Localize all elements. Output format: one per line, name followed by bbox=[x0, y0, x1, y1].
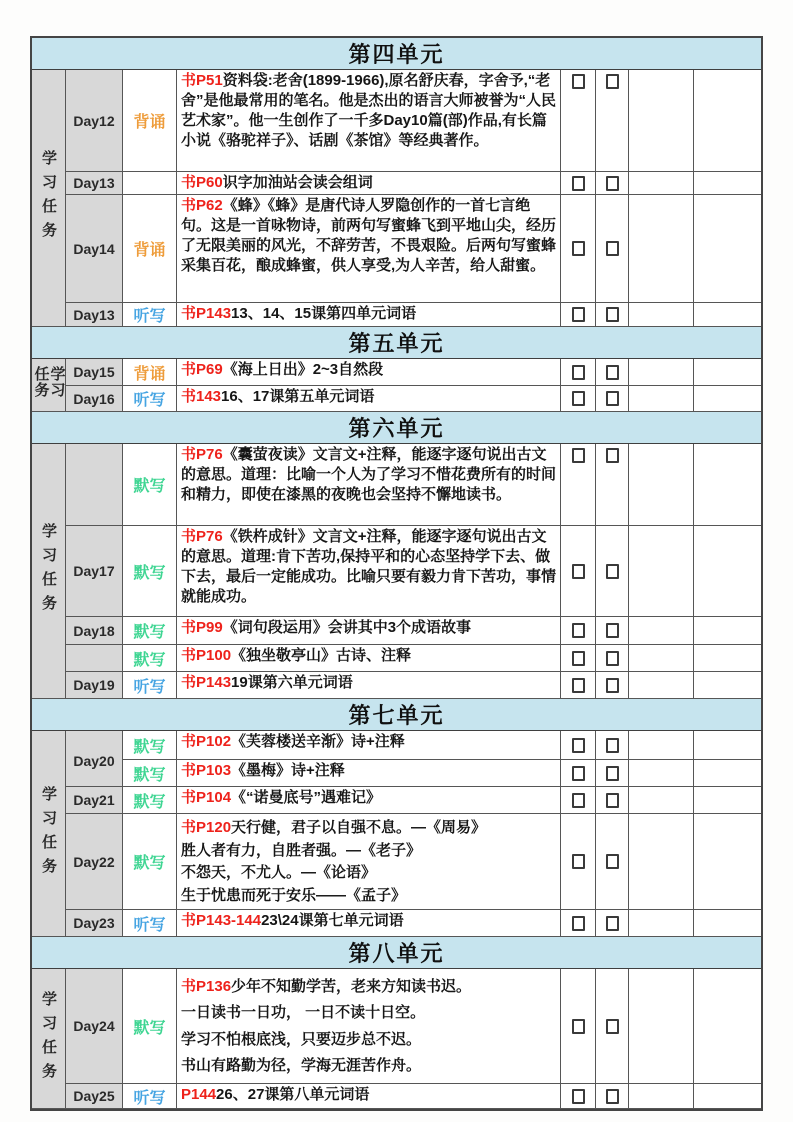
blank-cell bbox=[694, 359, 761, 386]
checkbox-cell bbox=[596, 172, 629, 195]
checkbox-cell bbox=[596, 969, 629, 1084]
task-text: 《独坐敬亭山》古诗、注释 bbox=[231, 647, 412, 664]
task-content bbox=[177, 787, 561, 814]
task-row bbox=[66, 672, 761, 699]
blank-cell bbox=[694, 172, 761, 195]
unit-section bbox=[32, 359, 761, 412]
task-text: 《海上日出》2~3自然段 bbox=[222, 361, 384, 378]
task-type-label: 听写 bbox=[133, 392, 166, 409]
task-row bbox=[66, 969, 761, 1084]
section-rows bbox=[66, 70, 761, 327]
blank-cell bbox=[694, 969, 761, 1084]
task-type-cell bbox=[123, 359, 177, 386]
checkbox[interactable] bbox=[572, 651, 585, 666]
checkbox[interactable] bbox=[606, 176, 619, 191]
blank-cell bbox=[694, 617, 761, 645]
checkbox-cell bbox=[561, 444, 596, 526]
checkbox[interactable] bbox=[606, 365, 619, 380]
page-ref: 书P76 bbox=[181, 446, 223, 463]
day-cell bbox=[66, 386, 123, 412]
unit-section bbox=[32, 444, 761, 699]
task-type-cell bbox=[123, 172, 177, 195]
section-side-label-cell bbox=[32, 444, 66, 699]
checkbox-cell bbox=[561, 910, 596, 937]
task-content bbox=[177, 444, 561, 526]
checkbox[interactable] bbox=[572, 564, 585, 579]
blank-cell bbox=[694, 1084, 761, 1109]
blank-cell bbox=[629, 731, 694, 760]
task-text: 16、17课第五单元词语 bbox=[221, 388, 375, 405]
day-cell bbox=[66, 814, 123, 910]
checkbox-cell bbox=[561, 760, 596, 787]
unit-section bbox=[32, 70, 761, 327]
task-text: 《铁杵成针》文言文+注释，能逐字逐句说出古文的意思。道理:肯下苦功,保持平和的心态坚持学下去、做下去，最后一定能成功。比喻只要有毅力肯下苦功，事情就能成功。 bbox=[181, 528, 557, 605]
task-text: 13、14、15课第四单元词语 bbox=[231, 305, 417, 322]
task-row bbox=[66, 1084, 761, 1109]
task-text: 《词句段运用》会讲其中3个成语故事 bbox=[222, 619, 472, 636]
checkbox[interactable] bbox=[606, 651, 619, 666]
page-ref: 书P103 bbox=[181, 762, 232, 779]
page-ref: 书P76 bbox=[181, 528, 223, 545]
checkbox-cell bbox=[596, 303, 629, 327]
checkbox[interactable] bbox=[606, 391, 619, 406]
task-type-label: 听写 bbox=[133, 1089, 166, 1107]
task-type-label: 背诵 bbox=[133, 242, 166, 259]
checkbox-cell bbox=[596, 814, 629, 910]
unit-header bbox=[32, 38, 761, 70]
blank-cell bbox=[629, 814, 694, 910]
blank-cell bbox=[629, 359, 694, 386]
blank-cell bbox=[694, 814, 761, 910]
task-type-cell bbox=[123, 1084, 177, 1109]
checkbox[interactable] bbox=[606, 74, 619, 89]
task-content bbox=[177, 303, 561, 327]
unit-header bbox=[32, 412, 761, 444]
blank-cell bbox=[694, 760, 761, 787]
task-row bbox=[66, 303, 761, 327]
task-type-cell bbox=[123, 910, 177, 937]
day-label: Day18 bbox=[73, 622, 115, 639]
blank-cell bbox=[694, 444, 761, 526]
task-content-line bbox=[181, 863, 556, 882]
task-row bbox=[66, 444, 761, 526]
section-side-label-cell bbox=[32, 731, 66, 937]
task-text: 《囊萤夜读》文言文+注释，能逐字逐句说出古文的意思。道理：比喻一个人为了学习不惜花费所有的时间和精力，即使在漆黑的夜晚也会坚持不懈地读书。 bbox=[181, 446, 557, 503]
page-ref: 书P143 bbox=[181, 674, 232, 691]
day-cell bbox=[66, 969, 123, 1084]
task-row bbox=[66, 526, 761, 617]
task-content bbox=[177, 645, 561, 672]
page-ref: 书P104 bbox=[181, 789, 232, 806]
checkbox[interactable] bbox=[572, 916, 585, 931]
checkbox-cell bbox=[596, 787, 629, 814]
checkbox[interactable] bbox=[606, 854, 619, 869]
blank-cell bbox=[694, 731, 761, 760]
day-label: Day24 bbox=[73, 1018, 115, 1034]
task-content bbox=[177, 969, 561, 1084]
task-row bbox=[66, 731, 761, 769]
checkbox-cell bbox=[561, 303, 596, 327]
day-cell bbox=[66, 617, 123, 645]
task-type-cell bbox=[123, 617, 177, 645]
task-row bbox=[66, 195, 761, 303]
checkbox-cell bbox=[596, 645, 629, 672]
task-type-label: 默写 bbox=[133, 1019, 166, 1037]
checkbox-cell bbox=[561, 172, 596, 195]
task-content bbox=[177, 814, 561, 910]
task-row bbox=[66, 172, 761, 195]
day-cell bbox=[66, 303, 123, 327]
task-content bbox=[177, 195, 561, 303]
unit-header bbox=[32, 699, 761, 731]
side-label: 学习任务 bbox=[40, 785, 57, 882]
task-content-line bbox=[181, 1030, 556, 1049]
blank-cell bbox=[629, 526, 694, 617]
page-ref: 书P136 bbox=[181, 978, 232, 996]
task-text: 23\24课第七单元词语 bbox=[261, 912, 404, 929]
task-content-line bbox=[181, 977, 556, 996]
task-text: 胜人者有力，自胜者强。—《老子》 bbox=[181, 841, 422, 859]
task-text: 不怨天，不尤人。—《论语》 bbox=[181, 864, 377, 882]
checkbox[interactable] bbox=[606, 623, 619, 638]
day-cell bbox=[66, 910, 123, 937]
page-ref: 书P62 bbox=[181, 197, 223, 214]
checkbox-cell bbox=[561, 672, 596, 699]
task-text: 天行健，君子以自强不息。—《周易》 bbox=[231, 819, 487, 837]
task-type-label: 背诵 bbox=[133, 365, 166, 383]
task-text: 书山有路勤为径，学海无涯苦作舟。 bbox=[181, 1056, 422, 1074]
day-label: Day17 bbox=[73, 563, 115, 579]
task-row bbox=[66, 910, 761, 937]
section-rows bbox=[66, 444, 761, 699]
checkbox-cell bbox=[596, 910, 629, 937]
blank-cell bbox=[694, 645, 761, 672]
checkbox-cell bbox=[596, 760, 629, 787]
checkbox[interactable] bbox=[606, 916, 619, 931]
checkbox-cell bbox=[561, 70, 596, 172]
task-type-cell bbox=[123, 645, 177, 672]
checkbox[interactable] bbox=[606, 241, 619, 256]
checkbox[interactable] bbox=[572, 176, 585, 191]
checkbox-cell bbox=[596, 386, 629, 412]
day-label: Day25 bbox=[73, 1088, 115, 1104]
day-cell bbox=[66, 70, 123, 172]
task-type-cell bbox=[123, 731, 177, 760]
day-label: Day22 bbox=[73, 853, 115, 870]
checkbox[interactable] bbox=[606, 766, 619, 781]
checkbox[interactable] bbox=[572, 448, 585, 463]
task-text: 19课第六单元词语 bbox=[231, 674, 353, 691]
task-row bbox=[66, 386, 761, 412]
checkbox-cell bbox=[561, 386, 596, 412]
page-ref: 书P51 bbox=[181, 72, 223, 89]
day-label: Day20 bbox=[73, 752, 115, 769]
day-label: Day15 bbox=[73, 364, 115, 380]
task-type-label: 默写 bbox=[133, 564, 166, 582]
day-cell bbox=[66, 731, 123, 769]
task-row bbox=[66, 814, 761, 910]
page-ref: 书143 bbox=[181, 388, 222, 405]
task-content bbox=[177, 172, 561, 195]
task-row bbox=[66, 70, 761, 172]
blank-cell bbox=[629, 70, 694, 172]
task-type-label: 听写 bbox=[133, 916, 166, 934]
checkbox-cell bbox=[561, 645, 596, 672]
checkbox[interactable] bbox=[572, 241, 585, 256]
checkbox-cell bbox=[561, 195, 596, 303]
blank-cell bbox=[629, 645, 694, 672]
blank-cell bbox=[629, 444, 694, 526]
task-content bbox=[177, 617, 561, 645]
blank-cell bbox=[694, 787, 761, 814]
unit-title: 第四单元 bbox=[348, 42, 445, 67]
task-content bbox=[177, 672, 561, 699]
checkbox[interactable] bbox=[572, 766, 585, 781]
task-type-cell bbox=[123, 787, 177, 814]
task-text: 一日读书一日功， 一日不读十日空。 bbox=[181, 1004, 426, 1022]
unit-header bbox=[32, 937, 761, 969]
task-type-label: 默写 bbox=[133, 478, 166, 495]
day-label: Day23 bbox=[73, 915, 115, 931]
blank-cell bbox=[629, 787, 694, 814]
checkbox-cell bbox=[561, 787, 596, 814]
side-label: 学习任务 bbox=[40, 523, 57, 619]
day-label: Day21 bbox=[73, 792, 115, 808]
unit-section bbox=[32, 969, 761, 1109]
task-type-cell bbox=[123, 969, 177, 1084]
checkbox-cell bbox=[561, 359, 596, 386]
task-content bbox=[177, 910, 561, 937]
task-text: 《“诺曼底号”遇难记》 bbox=[231, 789, 382, 806]
checkbox[interactable] bbox=[606, 307, 619, 322]
task-content-line bbox=[181, 886, 556, 905]
task-content bbox=[177, 731, 561, 760]
unit-title: 第六单元 bbox=[348, 416, 445, 441]
checkbox[interactable] bbox=[572, 678, 585, 693]
blank-cell bbox=[694, 526, 761, 617]
page-ref: 书P143-144 bbox=[181, 912, 262, 929]
day-label: Day12 bbox=[73, 112, 115, 129]
blank-cell bbox=[629, 386, 694, 412]
checkbox-cell bbox=[596, 359, 629, 386]
page-ref: P144 bbox=[181, 1086, 217, 1103]
checkbox-cell bbox=[596, 617, 629, 645]
checkbox-cell bbox=[561, 731, 596, 760]
section-rows bbox=[66, 731, 761, 937]
side-label: 学习任务 bbox=[40, 150, 57, 246]
unit-title: 第八单元 bbox=[348, 941, 445, 966]
checkbox-cell bbox=[596, 731, 629, 760]
task-type-cell bbox=[123, 303, 177, 327]
day-label: Day14 bbox=[73, 240, 115, 257]
checkbox[interactable] bbox=[572, 793, 585, 808]
checkbox[interactable] bbox=[606, 564, 619, 579]
checkbox[interactable] bbox=[572, 854, 585, 869]
task-row bbox=[66, 787, 761, 814]
checkbox[interactable] bbox=[606, 678, 619, 693]
day-cell bbox=[66, 359, 123, 386]
checkbox[interactable] bbox=[572, 1019, 585, 1034]
day-label: Day16 bbox=[73, 390, 115, 407]
checkbox[interactable] bbox=[606, 1019, 619, 1034]
day-cell bbox=[66, 645, 123, 672]
task-type-label: 默写 bbox=[133, 624, 166, 641]
task-type-label: 默写 bbox=[133, 738, 166, 756]
task-type-cell bbox=[123, 70, 177, 172]
checkbox-cell bbox=[596, 672, 629, 699]
blank-cell bbox=[629, 172, 694, 195]
page-ref: 书P69 bbox=[181, 361, 223, 378]
task-content-line bbox=[181, 1056, 556, 1075]
blank-cell bbox=[694, 910, 761, 937]
checkbox-cell bbox=[561, 526, 596, 617]
day-label: Day19 bbox=[73, 677, 115, 693]
task-type-cell bbox=[123, 814, 177, 910]
page-ref: 书P100 bbox=[181, 647, 232, 664]
checkbox[interactable] bbox=[606, 448, 619, 463]
task-content bbox=[177, 70, 561, 172]
task-text: 《墨梅》诗+注释 bbox=[231, 762, 345, 779]
section-side-label-cell bbox=[32, 359, 66, 412]
blank-cell bbox=[629, 672, 694, 699]
day-label: Day13 bbox=[73, 175, 115, 191]
task-row bbox=[66, 617, 761, 645]
task-type-cell bbox=[123, 672, 177, 699]
task-row bbox=[66, 359, 761, 386]
task-type-label: 听写 bbox=[133, 678, 166, 696]
checkbox[interactable] bbox=[606, 1089, 619, 1104]
task-text: 生于忧患而死于安乐——《孟子》 bbox=[181, 886, 407, 904]
task-content-line bbox=[181, 818, 556, 837]
blank-cell bbox=[694, 386, 761, 412]
side-label: 学习任务 bbox=[40, 990, 57, 1087]
task-text: 26、27课第八单元词语 bbox=[216, 1086, 370, 1103]
task-text: 《蜂》《蜂》是唐代诗人罗隐创作的一首七言绝句。这是一首咏物诗，前两句写蜜蜂飞到平地山尖，经历了无限美丽的风光，不辞劳苦，不畏艰险。后两句写蜜蜂采集百花，酿成蜂蜜，供人享受,为人辛苦，给人甜蜜。 bbox=[181, 197, 557, 274]
checkbox-cell bbox=[561, 969, 596, 1084]
checkbox[interactable] bbox=[606, 793, 619, 808]
page-ref: 书P99 bbox=[181, 619, 223, 636]
checkbox-cell bbox=[596, 444, 629, 526]
task-row bbox=[66, 645, 761, 672]
day-cell bbox=[66, 195, 123, 303]
task-type-cell bbox=[123, 195, 177, 303]
task-type-label: 默写 bbox=[133, 793, 166, 811]
blank-cell bbox=[694, 70, 761, 172]
day-cell bbox=[66, 172, 123, 195]
task-type-label: 默写 bbox=[133, 855, 166, 872]
day-cell bbox=[66, 787, 123, 814]
task-type-cell bbox=[123, 444, 177, 526]
task-text: 资料袋:老舍(1899-1966),原名舒庆春，字舍予,“老舍”是他最常用的笔名。他是杰出的语言大师被誉为“人民艺术家”。他一生创作了一千多Day10篇(部)作品,有长篇小说《骆驼祥子》、话剧《茶馆》等经典著作。 bbox=[181, 72, 557, 149]
section-side-label-cell bbox=[32, 969, 66, 1109]
checkbox[interactable] bbox=[572, 74, 585, 89]
checkbox-cell bbox=[596, 526, 629, 617]
side-label: 学习任务 bbox=[32, 366, 66, 398]
day-cell bbox=[66, 672, 123, 699]
checkbox-cell bbox=[596, 70, 629, 172]
page-ref: 书P143 bbox=[181, 305, 232, 322]
checkbox-cell bbox=[596, 195, 629, 303]
day-cell bbox=[66, 526, 123, 617]
blank-cell bbox=[629, 969, 694, 1084]
task-text: 《芙蓉楼送辛渐》诗+注释 bbox=[231, 733, 405, 750]
task-content bbox=[177, 386, 561, 412]
checkbox-cell bbox=[561, 814, 596, 910]
checkbox[interactable] bbox=[572, 391, 585, 406]
task-type-label: 默写 bbox=[133, 651, 166, 669]
task-content bbox=[177, 760, 561, 787]
checkbox[interactable] bbox=[572, 1089, 585, 1104]
task-type-cell bbox=[123, 526, 177, 617]
task-content-line bbox=[181, 1003, 556, 1022]
blank-cell bbox=[629, 1084, 694, 1109]
unit-title: 第五单元 bbox=[348, 331, 445, 356]
task-type-label: 听写 bbox=[133, 308, 166, 325]
section-side-label-cell bbox=[32, 70, 66, 327]
task-content bbox=[177, 526, 561, 617]
task-type-label: 默写 bbox=[133, 766, 166, 784]
blank-cell bbox=[629, 760, 694, 787]
blank-cell bbox=[629, 303, 694, 327]
page-ref: 书P60 bbox=[181, 174, 223, 191]
page-ref: 书P102 bbox=[181, 733, 232, 750]
checkbox[interactable] bbox=[572, 623, 585, 638]
task-text: 识字加油站会读会组词 bbox=[222, 174, 373, 191]
task-content-line bbox=[181, 841, 556, 860]
unit-section bbox=[32, 731, 761, 937]
blank-cell bbox=[694, 195, 761, 303]
checkbox-cell bbox=[561, 617, 596, 645]
checkbox[interactable] bbox=[572, 307, 585, 322]
section-rows bbox=[66, 359, 761, 412]
task-text: 少年不知勤学苦，老来方知读书迟。 bbox=[231, 978, 472, 996]
study-plan-table bbox=[30, 36, 763, 1111]
task-type-label: 背诵 bbox=[133, 114, 166, 131]
checkbox-cell bbox=[561, 1084, 596, 1109]
task-type-cell bbox=[123, 760, 177, 787]
task-type-cell bbox=[123, 386, 177, 412]
blank-cell bbox=[629, 910, 694, 937]
checkbox[interactable] bbox=[606, 738, 619, 753]
blank-cell bbox=[629, 617, 694, 645]
blank-cell bbox=[694, 672, 761, 699]
unit-title: 第七单元 bbox=[348, 703, 445, 728]
task-row bbox=[66, 760, 761, 787]
checkbox[interactable] bbox=[572, 738, 585, 753]
unit-header bbox=[32, 327, 761, 359]
day-label: Day13 bbox=[73, 306, 115, 323]
task-content bbox=[177, 359, 561, 386]
day-cell bbox=[66, 444, 123, 526]
checkbox[interactable] bbox=[572, 365, 585, 380]
section-rows bbox=[66, 969, 761, 1109]
checkbox-cell bbox=[596, 1084, 629, 1109]
day-cell bbox=[66, 1084, 123, 1109]
page-ref: 书P120 bbox=[181, 819, 232, 837]
task-content bbox=[177, 1084, 561, 1109]
task-text: 学习不怕根底浅，只要迈步总不迟。 bbox=[181, 1030, 422, 1048]
blank-cell bbox=[629, 195, 694, 303]
blank-cell bbox=[694, 303, 761, 327]
